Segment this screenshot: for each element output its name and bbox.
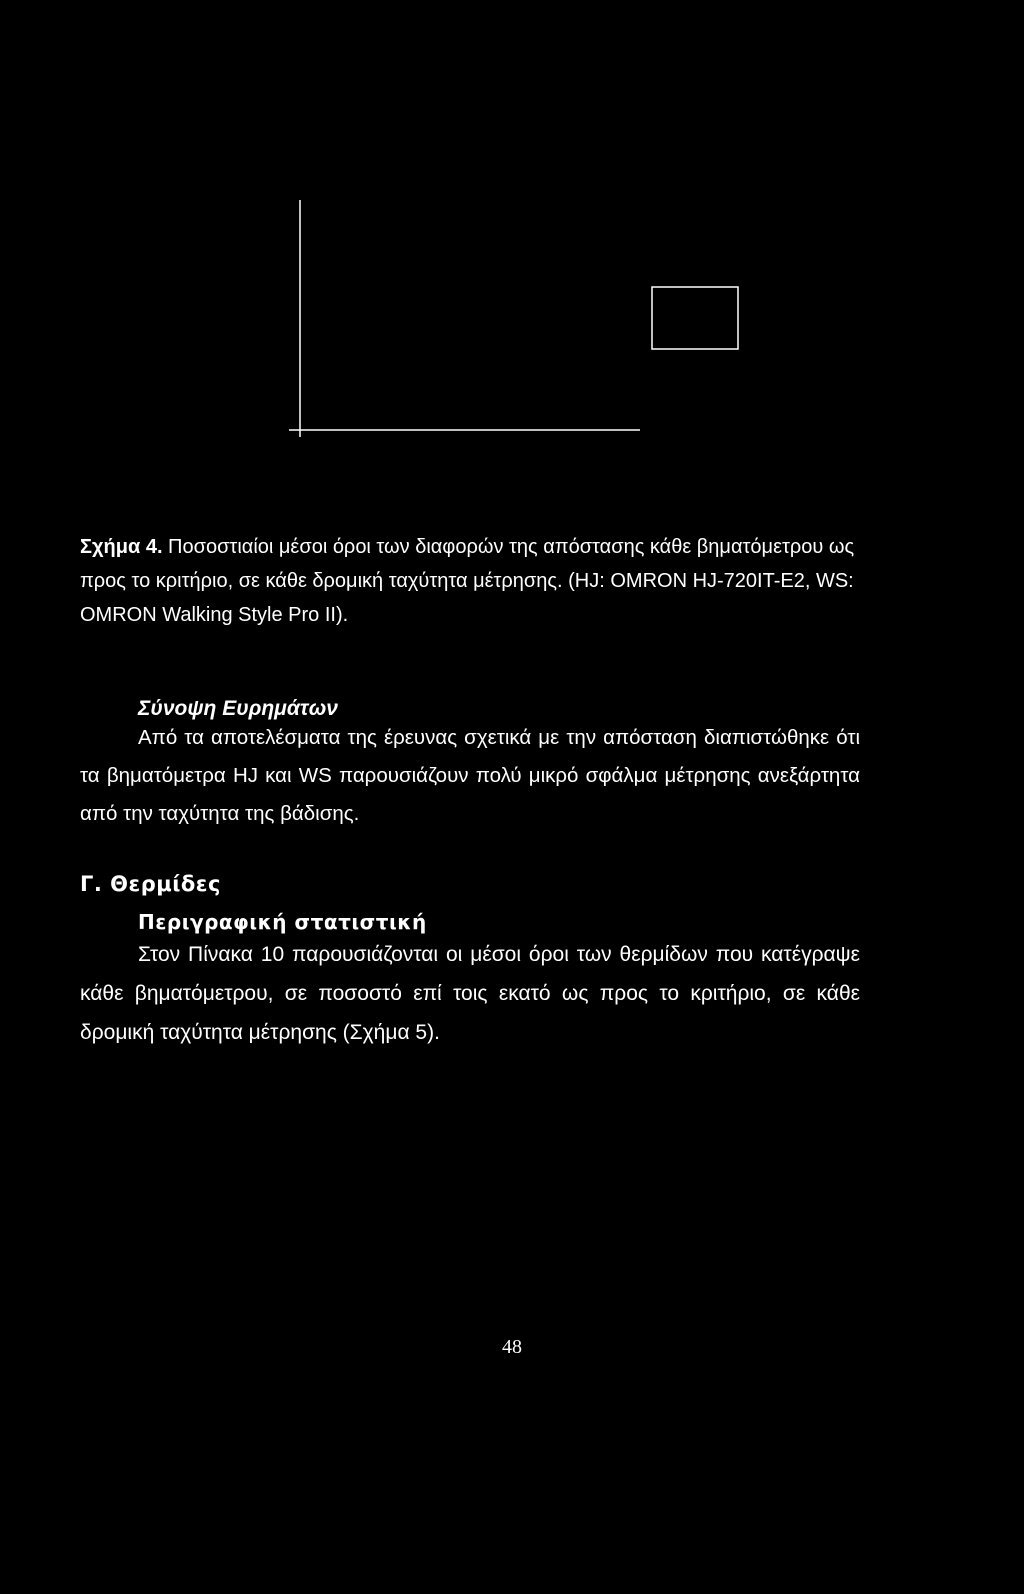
figure-caption [80,530,860,632]
page-number: 48 [502,1336,522,1358]
figure-caption-text: Ποσοστιαίοι μέσοι όροι των διαφορών της απόστασης κάθε βηματόμετρου ως προς το κριτήριο, σε κάθε δρομική ταχύτητα μέτρησης. (HJ: OMRON HJ-720IT-E2, WS: OMRON Walking Style Pro II). [80,536,855,626]
figure-4-chart [0,0,1024,460]
figure-4-svg [0,0,1024,460]
summary-paragraph [80,719,860,833]
legend-box [652,287,738,349]
summary-heading: Σύνοψη Ευρημάτων [138,697,338,720]
subsection-heading: Περιγραφική στατιστική [138,910,427,934]
figure-label: Σχήμα 4. [80,536,163,558]
calories-paragraph [80,935,860,1052]
calories-paragraph-text: Στον Πίνακα 10 παρουσιάζονται οι μέσοι όροι των θερμίδων που κατέγραψε κάθε βηματόμετρου, σε ποσοστό επί τοις εκατό ως προς το κριτήριο, σε κάθε δρομική ταχύτητα μέτρησης (Σχήμα 5). [80,943,860,1044]
summary-paragraph-text: Από τα αποτελέσματα της έρευνας σχετικά με την απόσταση διαπιστώθηκε ότι τα βηματόμετρα HJ και WS παρουσιάζουν πολύ μικρό σφάλμα μέτρησης ανεξάρτητα από την ταχύτητα της βάδισης. [80,726,860,825]
section-heading: Γ. Θερμίδες [80,872,221,896]
